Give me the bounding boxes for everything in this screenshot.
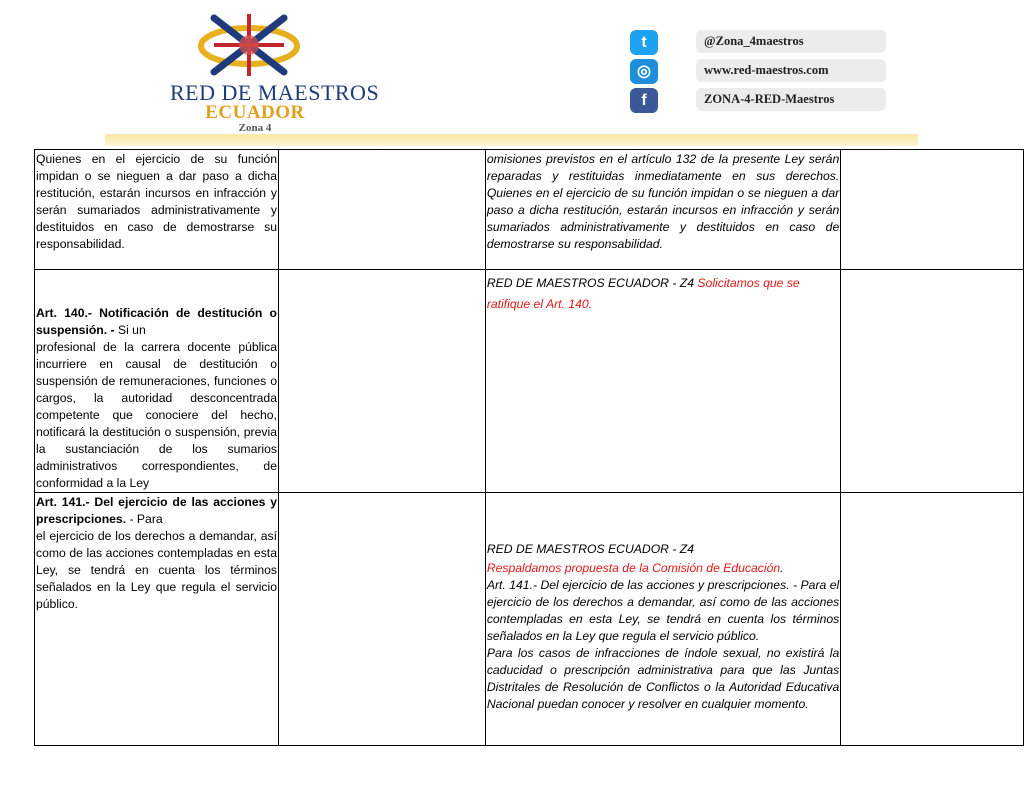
facebook-page[interactable]: ZONA-4-RED-Maestros <box>696 88 886 111</box>
twitter-handle[interactable]: @Zona_4maestros <box>696 30 886 53</box>
comparison-table <box>34 149 1024 746</box>
proposal-org: RED DE MAESTROS ECUADOR - Z4 <box>486 276 698 290</box>
empty-cell <box>841 493 1024 746</box>
article-140-body: profesional de la carrera docente pública incurriere en causal de destitución o suspensión de remuneraciones, funciones o cargos, la autoridad desconcentrada competente que conociere del hecho, notificará la destitución o suspensión, previa la sustanciación de los sumarios administrativos correspondientes, de conformidad a la Ley <box>36 340 277 490</box>
proposal-support-tail: . <box>780 561 784 575</box>
facebook-icon[interactable]: f <box>630 88 658 113</box>
empty-cell <box>278 493 485 746</box>
law-text-cell <box>35 493 279 746</box>
article-140-text <box>36 305 277 339</box>
article-141-text <box>36 494 277 528</box>
proposal-org: RED DE MAESTROS ECUADOR - Z4 <box>486 542 695 556</box>
empty-cell <box>278 150 485 270</box>
article-141-heading: Art. 141.- Del ejercicio de las acciones y prescripciones. <box>36 495 277 526</box>
article-141-body: el ejercicio de los derechos a demandar, así como de las acciones contempladas en esta Ley, se tendrá en cuenta los términos señalados en la Ley que regula el servicio público. <box>36 529 277 611</box>
law-text: Quienes en el ejercicio de su función impidan o se nieguen a dar paso a dicha restitución, estarán incursos en infracción y serán sumariados administrativamente y destituidos en caso de demostrarse su responsabilidad. <box>36 152 277 251</box>
website-url[interactable]: www.red-maestros.com <box>696 59 886 82</box>
article-141-heading-tail: - Para <box>126 512 163 526</box>
proposal-article-141: Art. 141.- Del ejercicio de las acciones y prescripciones. - Para el ejercicio de los derechos a demandar, así como de las acciones contempladas en esta Ley, se tendrá en cuenta los términos señalados en la Ley que regula el servicio público. <box>486 578 840 643</box>
proposal-support <box>487 560 839 577</box>
social-facebook[interactable] <box>630 88 886 113</box>
proposal-cell <box>485 270 840 493</box>
logo-emblem-icon <box>194 10 304 78</box>
proposal-sexual-offense-clause: Para los casos de infracciones de índole sexual, no existirá la caducidad o prescripción administrativa para que las Juntas Distritales de Resolución de Conflictos o la Autoridad Educativa Nacional puedan conocer y resolver en cualquier momento. <box>486 646 840 711</box>
proposal-support-red: Respaldamos propuesta de la Comisión de Educación <box>486 561 781 575</box>
law-text-cell <box>35 270 279 493</box>
proposal-cell <box>485 493 840 746</box>
globe-icon[interactable]: ◎ <box>630 59 658 84</box>
proposal-cell <box>485 150 840 270</box>
proposal-text: omisiones previstos en el artículo 132 de la presente Ley serán reparadas y restituidas inmediatamente en sus derechos. Quienes en el ejercicio de su función impidan o se nieguen a dar paso a dicha restitución, estarán incursos en infracción y serán sumariados administrativamente y destituidos en caso de demostrarse su responsabilidad. <box>486 152 840 251</box>
logo-zone: Zona 4 <box>238 122 272 134</box>
empty-cell <box>278 270 485 493</box>
empty-cell <box>841 150 1024 270</box>
table-row <box>35 150 1024 270</box>
law-text-cell <box>35 150 279 270</box>
table-row <box>35 270 1024 493</box>
social-website[interactable] <box>630 59 886 84</box>
article-140-heading: Art. 140.- Notificación de destitución o suspensión. - <box>36 306 277 337</box>
proposal-request: Solicitamos que se ratifique el Art. 140. <box>486 276 800 311</box>
org-logo <box>170 10 380 134</box>
twitter-icon[interactable]: t <box>630 30 658 55</box>
logo-subtitle: ECUADOR <box>205 102 305 123</box>
article-140-heading-tail: Si un <box>114 323 146 337</box>
table-row <box>35 493 1024 746</box>
proposal-note <box>487 273 839 315</box>
logo-title: RED DE MAESTROS <box>170 80 380 105</box>
social-twitter[interactable] <box>630 30 886 55</box>
header-divider <box>105 134 918 146</box>
empty-cell <box>841 270 1024 493</box>
